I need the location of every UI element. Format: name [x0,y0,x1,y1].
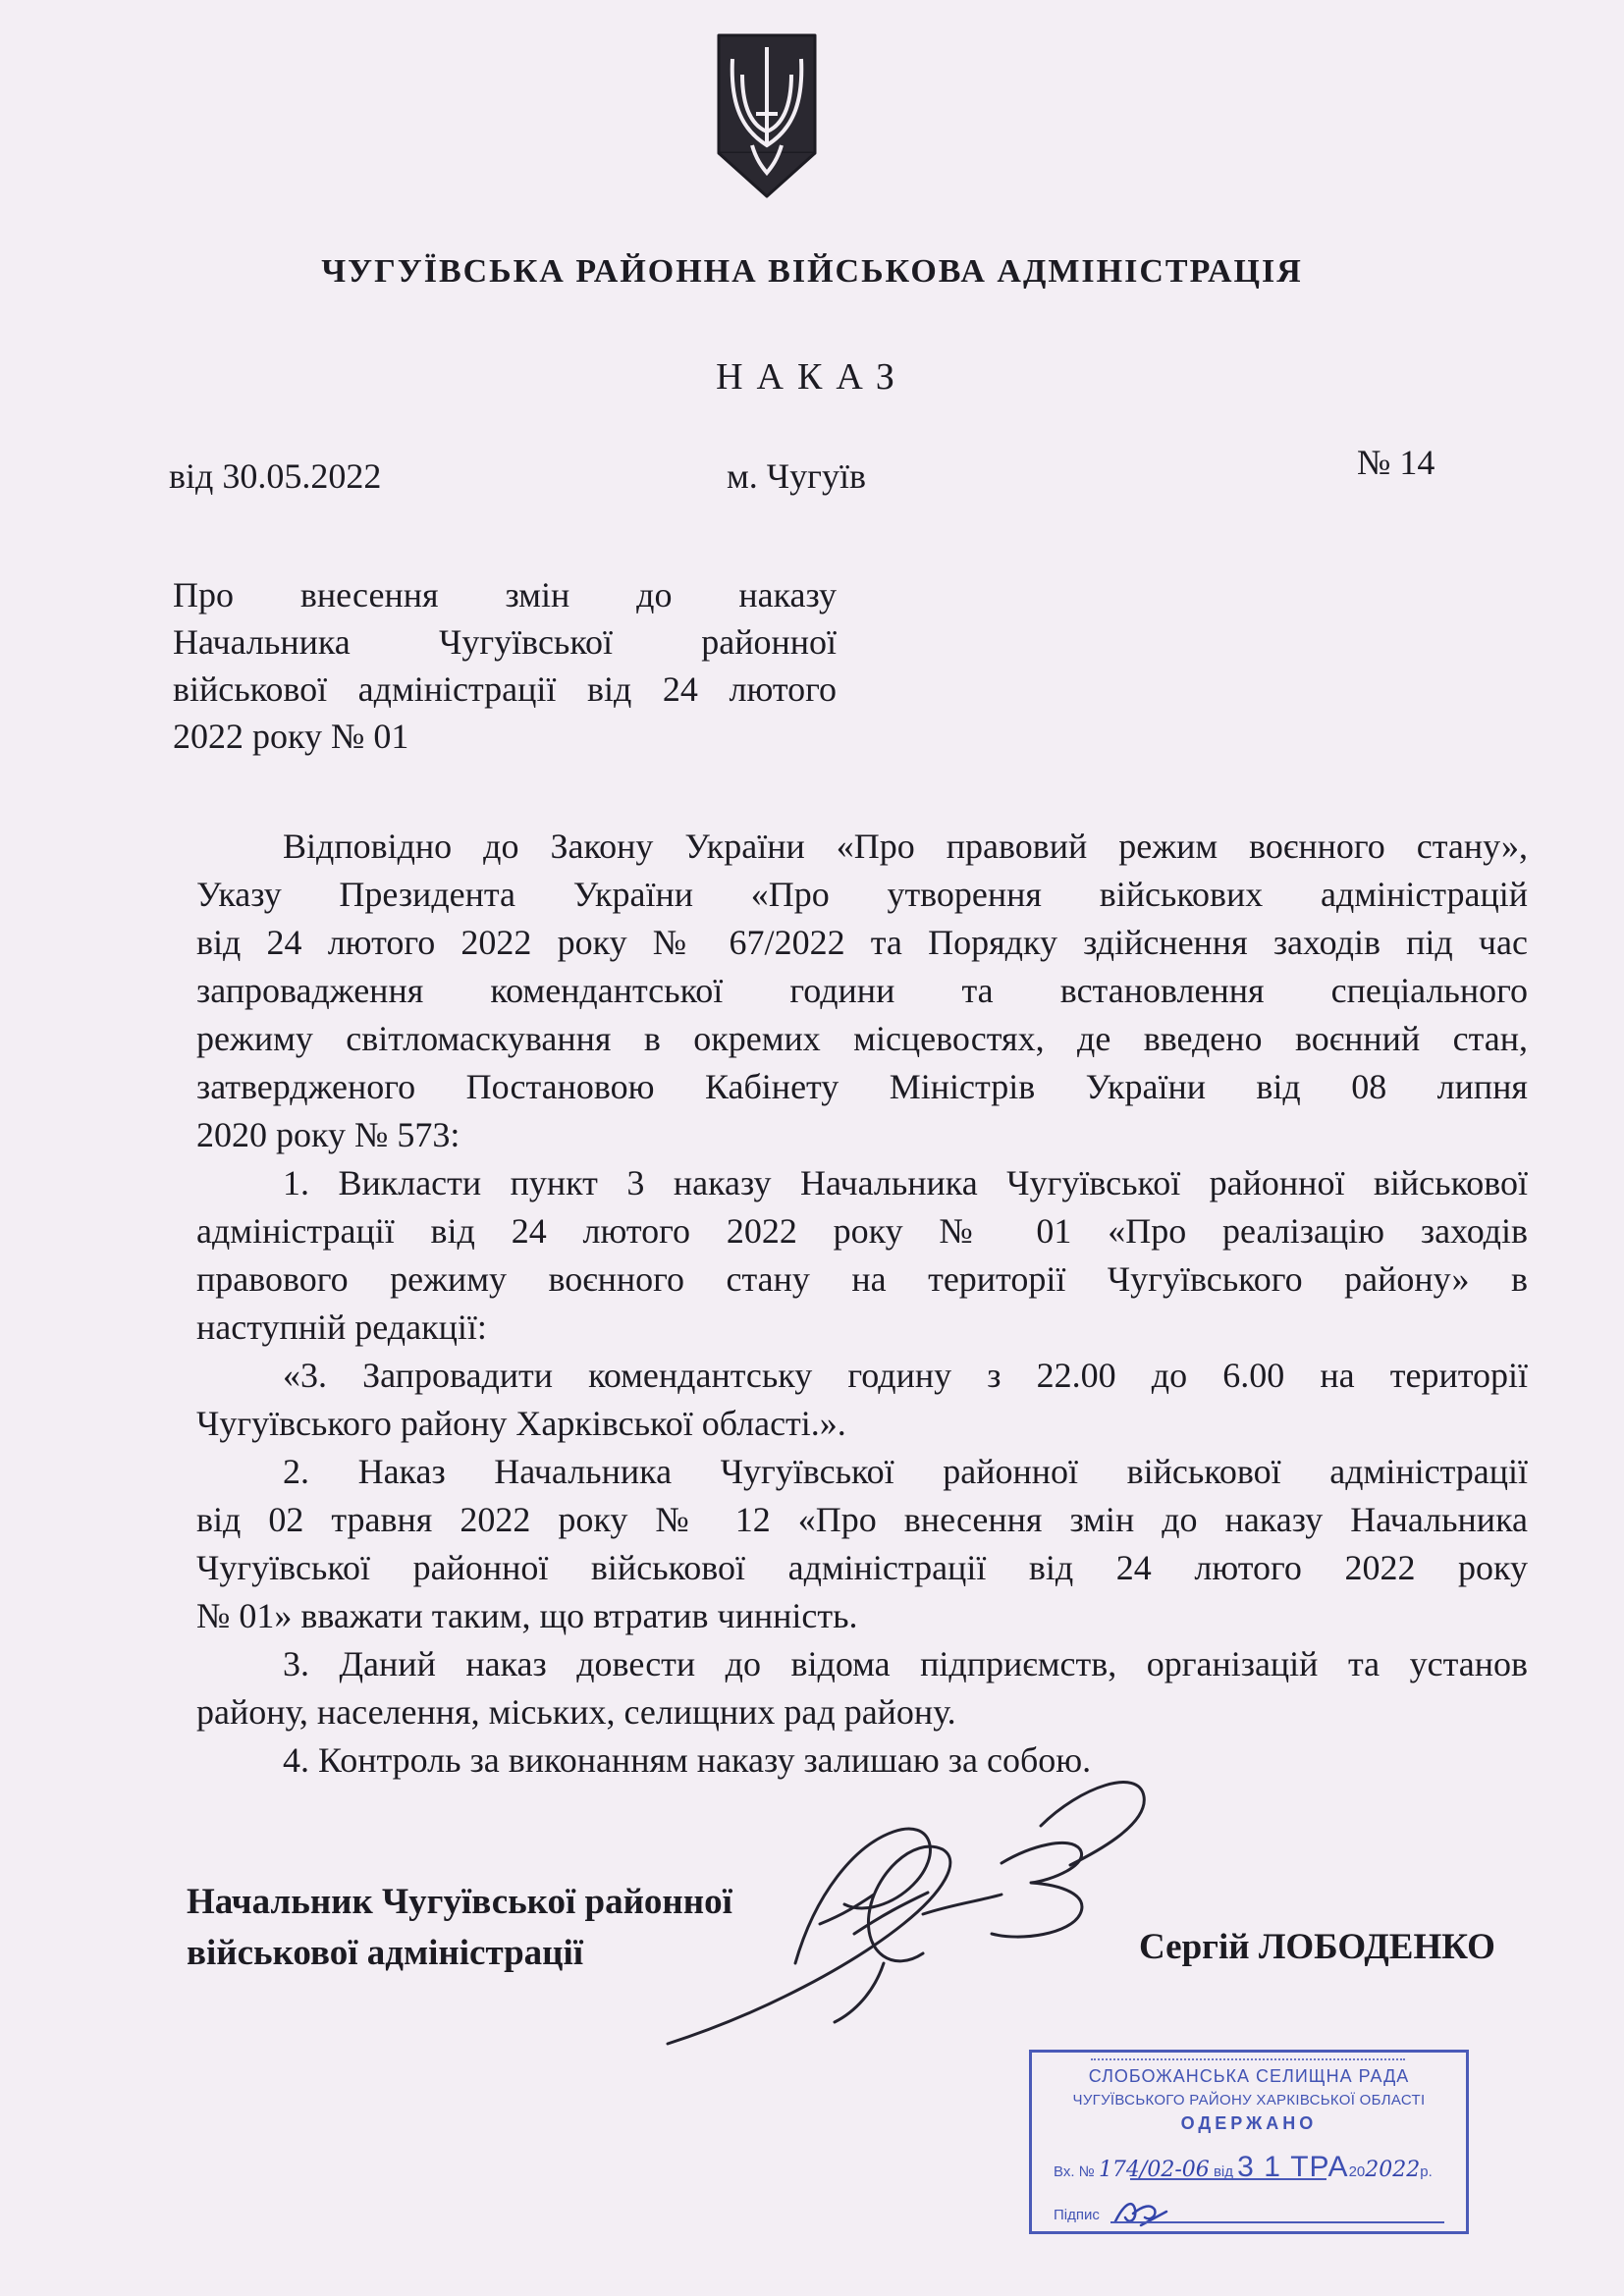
stamp-signature-row [1054,2196,1170,2229]
body-line: затвердженого Постановою Кабінету Міністрів України від 08 липня [196,1067,1528,1106]
body-line: № 01» вважати таким, що втратив чинність. [196,1596,858,1635]
body-line: «3. Запровадити комендантську годину з 22.00 до 6.00 на території [283,1356,1528,1395]
body-line: району, населення, міських, селищних рад району. [196,1692,956,1732]
organization-title: ЧУГУЇВСЬКА РАЙОННА ВІЙСЬКОВА АДМІНІСТРАЦІЯ [321,253,1303,290]
subject-line: Начальника Чугуївської районної [173,622,837,662]
body-line: наступній редакції: [196,1308,487,1347]
stamp-year-suffix: р. [1420,2163,1433,2180]
subject-line: військової адміністрації від 24 лютого [173,669,837,709]
signer-title-line: Начальник Чугуївської районної [187,1882,732,1922]
body-line: 3. Даний наказ довести до відома підприємств, організацій та установ [283,1644,1528,1683]
stamp-divider [1110,2221,1444,2223]
stamp-date: 3 1 ТРА [1237,2151,1349,2183]
trident-emblem-icon [713,29,821,201]
body-line: від 02 травня 2022 року № 12 «Про внесення змін до наказу Начальника [196,1500,1528,1539]
stamp-year-prefix: 20 [1348,2163,1366,2180]
stamp-signature-label: Підпис [1054,2207,1100,2223]
stamp-incoming-number: 174/02-06 [1098,2158,1210,2182]
order-body [196,823,1528,1785]
stamp-incoming-label: Вх. № [1054,2163,1095,2180]
stamp-divider [1130,2178,1326,2180]
received-stamp [1029,2050,1469,2234]
order-place: м. Чугуїв [727,456,866,496]
body-line: 2020 року № 573: [196,1115,460,1154]
handwritten-signature [648,1767,1159,2061]
order-number: № 14 [1357,443,1435,482]
body-line: режиму світломаскування в окремих місцевостях, де введено воєнний стан, [196,1019,1528,1058]
body-line: Чугуївської районної військової адміністрації від 24 лютого 2022 року [196,1548,1528,1587]
order-date: від 30.05.2022 [169,456,382,496]
stamp-received-label: ОДЕРЖАНО [1180,2113,1318,2133]
stamp-district-name: ЧУГУЇВСЬКОГО РАЙОНУ ХАРКІВСЬКОЇ ОБЛАСТІ [1072,2092,1426,2109]
subject-line: 2022 року № 01 [173,717,409,756]
body-line: 2. Наказ Начальника Чугуївської районної військової адміністрації [283,1452,1528,1491]
order-subject [173,571,837,760]
body-line: Чугуївського району Харківської області.». [196,1404,846,1443]
body-line: 1. Викласти пункт 3 наказу Начальника Чугуївської районної військової [283,1163,1528,1202]
body-line: запровадження комендантської години та встановлення спеціального [196,971,1528,1010]
stamp-divider [1091,2058,1405,2060]
body-line: Відповідно до Закону України «Про правовий режим воєнного стану», [283,827,1528,866]
body-line: Указу Президента України «Про утворення військових адміністрацій [196,875,1528,914]
signer-name: Сергій ЛОБОДЕНКО [1139,1927,1495,1967]
document-type: НАКАЗ [716,356,908,398]
body-line: адміністрації від 24 лютого 2022 року № 01 «Про реалізацію заходів [196,1211,1528,1251]
stamp-council-name: СЛОБОЖАНСЬКА СЕЛИЩНА РАДА [1088,2066,1410,2086]
subject-line: Про внесення змін до наказу [173,575,837,614]
stamp-year: 2022 [1365,2158,1421,2182]
stamp-initials-signature [1111,2196,1170,2229]
body-line: від 24 лютого 2022 року № 67/2022 та Порядку здійснення заходів під час [196,923,1528,962]
body-line: правового режиму воєнного стану на території Чугуївського району» в [196,1259,1528,1299]
stamp-date-prefix: від [1213,2163,1233,2180]
signer-title-line: військової адміністрації [187,1933,584,1973]
body-line: 4. Контроль за виконанням наказу залишаю за собою. [283,1740,1092,1780]
